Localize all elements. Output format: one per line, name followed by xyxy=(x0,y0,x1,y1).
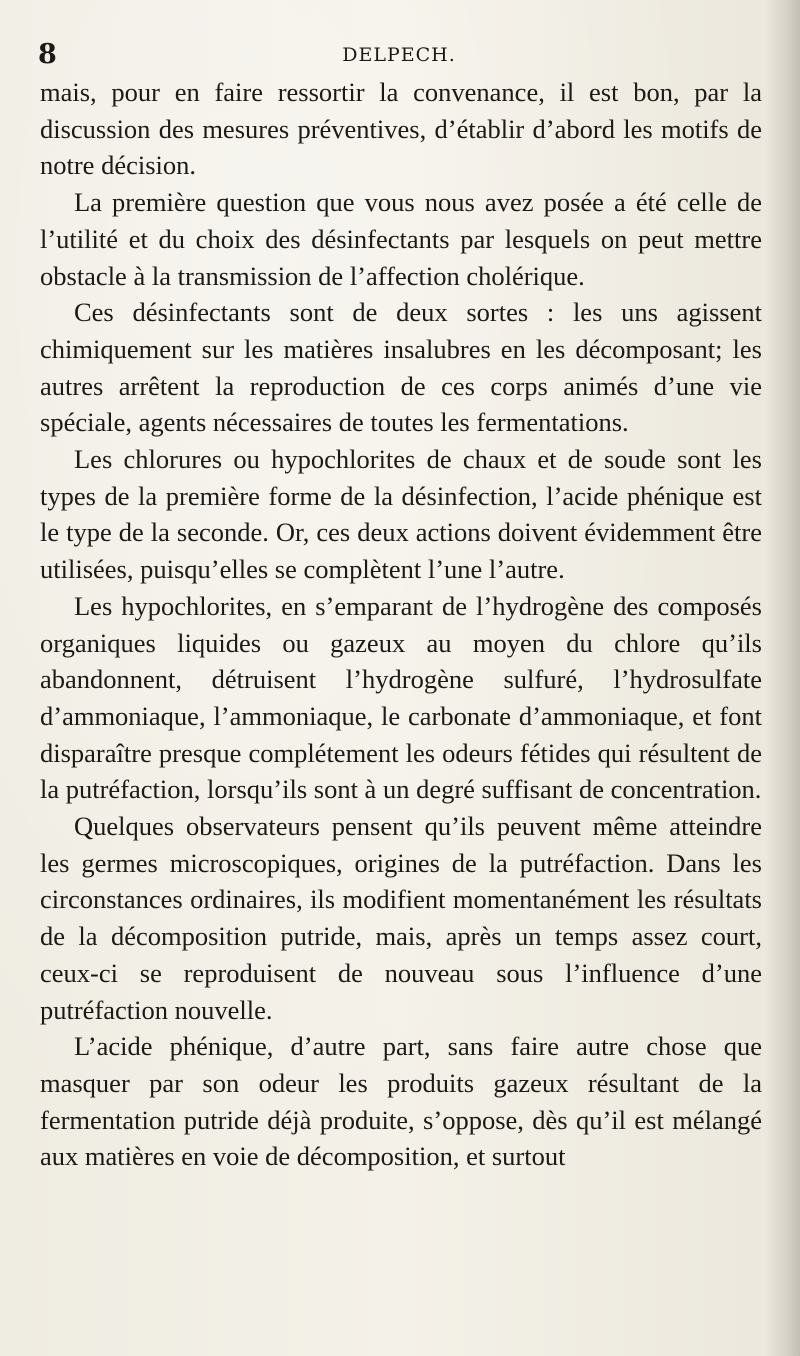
paragraph: La première question que vous nous avez posée a été celle de l’utilité et du choix des désinfectants par lesquels on peut mettre obstacle à la transmission de l’affection cholérique. xyxy=(40,187,762,291)
paragraph: Quelques observateurs pensent qu’ils peuvent même atteindre les germes microscopiques, origines de la putréfaction. Dans les circonstances ordinaires, ils modifient momentanément les résultats de la décomposition putride, mais, après un temps assez court, ceux-ci se reproduisent de nouveau sous l’influence d’une putréfaction nouvelle. xyxy=(40,811,762,1025)
page-header xyxy=(38,38,760,72)
paragraph: mais, pour en faire ressortir la convenance, il est bon, par la discussion des mesures préventives, d’établir d’abord les motifs de notre décision. xyxy=(40,77,762,181)
page-number: 8 xyxy=(38,39,57,70)
paragraph: Les hypochlorites, en s’emparant de l’hydrogène des composés organiques liquides ou gazeux au moyen du chlore qu’ils abandonnent, détruisent l’hydrogène sulfuré, l’hydrosulfate d’ammoniaque, l’ammoniaque, le carbonate d’ammoniaque, et font disparaître presque complétement les odeurs fétides qui résultent de la putréfaction, lorsqu’ils sont à un degré suffisant de concentration. xyxy=(40,590,762,805)
paragraph: Ces désinfectants sont de deux sortes : les uns agissent chimiquement sur les matières insalubres en les décomposant; les autres arrêtent la reproduction de ces corps animés d’une vie spéciale, agents nécessaires de toutes les fermentations. xyxy=(40,297,762,438)
running-head: DELPECH. xyxy=(342,44,456,66)
page-gutter-shadow xyxy=(766,0,800,1356)
paragraph: L’acide phénique, d’autre part, sans faire autre chose que masquer par son odeur les produits gazeux résultant de la fermentation putride déjà produite, s’oppose, dès qu’il est mélangé aux matières en voie de décomposition, et surtout xyxy=(40,1031,762,1172)
body-text xyxy=(40,74,762,1175)
paragraph: Les chlorures ou hypochlorites de chaux et de soude sont les types de la première forme de la désinfection, l’acide phénique est le type de la seconde. Or, ces deux actions doivent évidemment être utilisées, puisqu’elles se complètent l’une l’autre. xyxy=(40,444,762,585)
